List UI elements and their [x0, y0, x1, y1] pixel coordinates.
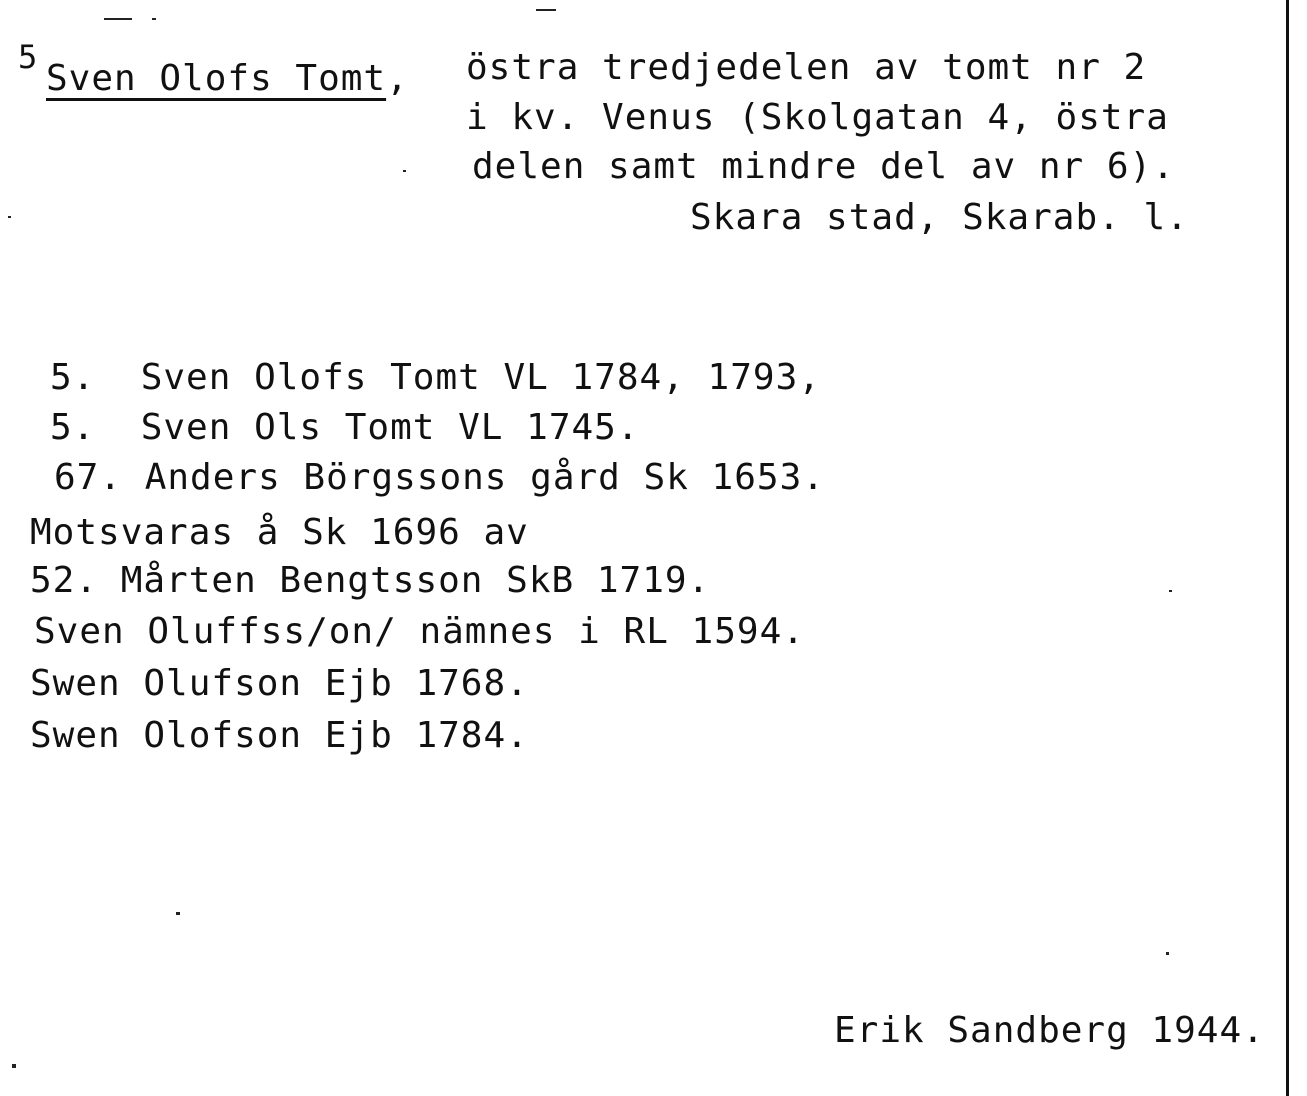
scan-speck [1166, 952, 1169, 955]
location-line: Skara stad, Skarab. l. [690, 197, 1189, 238]
card-right-border [1286, 0, 1289, 1096]
description-line: i kv. Venus (Skolgatan 4, östra [466, 97, 1169, 138]
card-title [46, 58, 409, 99]
scan-speck [152, 18, 156, 20]
plot-number: 5 [18, 38, 38, 76]
scan-speck [104, 18, 132, 20]
scan-speck [536, 9, 556, 11]
signature: Erik Sandberg 1944. [834, 1010, 1265, 1051]
history-entry: Swen Olufson Ejb 1768. [30, 663, 529, 704]
history-entry: 67. Anders Börgssons gård Sk 1653. [54, 457, 825, 498]
card-title-text: Sven Olofs Tomt [46, 58, 387, 99]
history-entry: 5. Sven Ols Tomt VL 1745. [50, 407, 640, 448]
history-entry: 5. Sven Olofs Tomt VL 1784, 1793, [50, 357, 821, 398]
scan-speck [12, 1064, 16, 1068]
history-entry: Sven Oluffss/on/ nämnes i RL 1594. [34, 611, 805, 652]
scan-speck [1169, 590, 1172, 592]
history-entry: Motsvaras å Sk 1696 av [30, 512, 529, 553]
history-entry: Swen Olofson Ejb 1784. [30, 715, 529, 756]
scan-speck [403, 170, 406, 172]
scan-speck [176, 912, 180, 915]
description-line: delen samt mindre del av nr 6). [472, 146, 1175, 187]
history-entry: 52. Mårten Bengtsson SkB 1719. [30, 560, 711, 601]
scan-speck [8, 216, 11, 218]
description-line: östra tredjedelen av tomt nr 2 [466, 47, 1147, 88]
card-title-suffix: , [386, 58, 409, 99]
